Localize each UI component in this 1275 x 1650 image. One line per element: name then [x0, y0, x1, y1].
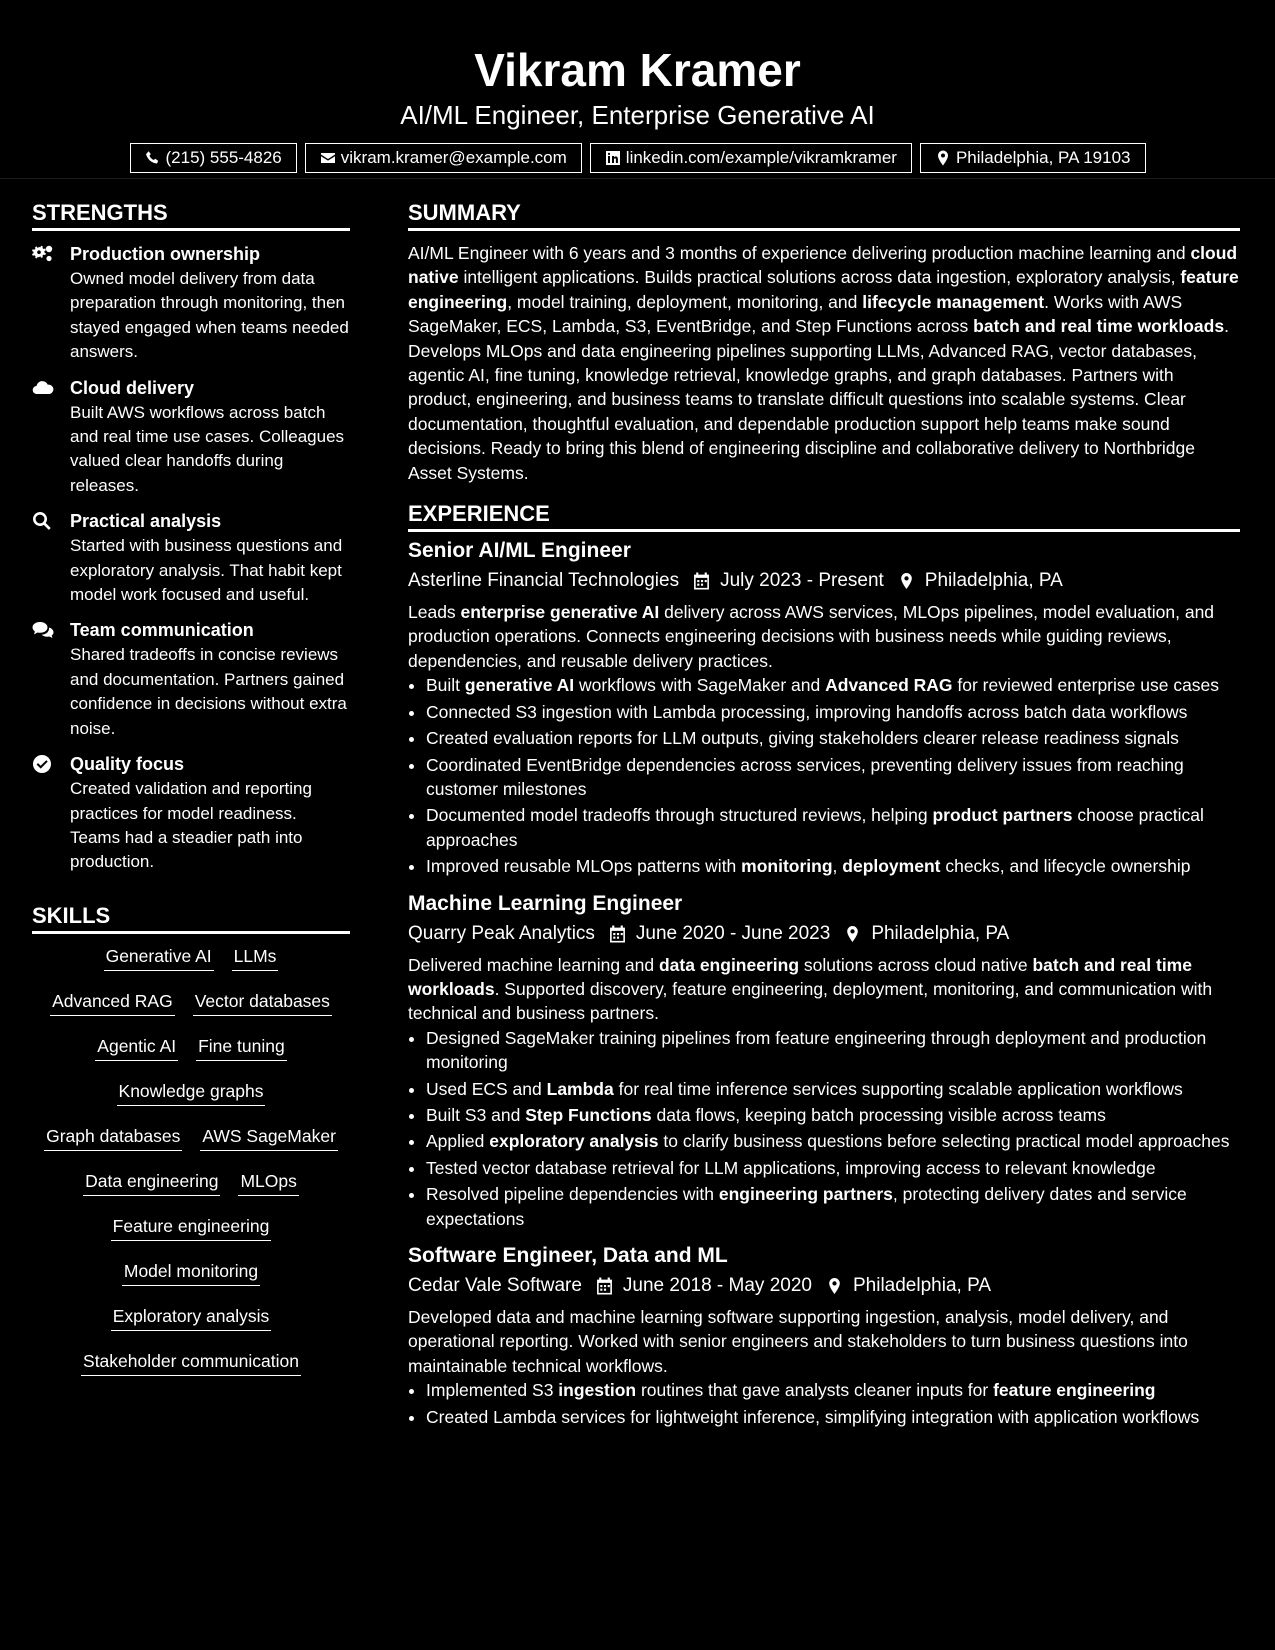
job-title: Software Engineer, Data and ML — [408, 1244, 728, 1267]
list-item — [426, 753, 1240, 802]
list-item — [426, 1103, 1240, 1127]
bold-phrase: Lambda — [546, 1078, 614, 1099]
bold-phrase: data engineering — [658, 954, 800, 975]
resume-header — [0, 0, 1275, 179]
text-run: Built — [426, 675, 465, 696]
job-meta — [408, 1271, 1240, 1301]
skill-row — [32, 1028, 350, 1073]
bold-phrase: feature engineering — [408, 267, 1239, 312]
strength-desc: Created validation and reporting practices for model readiness. Teams had a steadier path into production. — [70, 779, 312, 872]
strength-title: Practical analysis — [70, 511, 222, 532]
contact-phone-text: (215) 555-4826 — [165, 148, 282, 167]
text-run: to clarify business questions before selecting practical model approaches — [658, 1131, 1230, 1152]
strength-item — [32, 617, 350, 741]
text-run: . Supported discovery, feature engineering, deployment, monitoring, and communication with technical and business partners. — [408, 978, 1213, 1024]
contact-location — [920, 143, 1146, 173]
skill-tag: Advanced RAG — [50, 989, 175, 1016]
list-item — [426, 1156, 1240, 1180]
bold-phrase: batch and real time workloads — [973, 316, 1225, 337]
list-item — [426, 700, 1240, 724]
phone-icon — [145, 150, 161, 166]
text-run: for reviewed enterprise use cases — [952, 675, 1220, 696]
text-run: Connected S3 ingestion with Lambda processing, improving handoffs across batch data workflows — [426, 701, 1188, 722]
job-bullets — [408, 1026, 1240, 1231]
map-pin-icon — [898, 572, 915, 590]
job-location: Philadelphia, PA — [852, 1275, 992, 1296]
job-entry — [408, 536, 1240, 878]
text-run: Delivered machine learning and — [408, 954, 659, 975]
list-item — [426, 673, 1240, 697]
contact-linkedin[interactable] — [590, 143, 912, 173]
list-item — [426, 854, 1240, 878]
skill-tag: MLOps — [238, 1169, 298, 1196]
list-item — [426, 1077, 1240, 1101]
job-dates: July 2023 - Present — [720, 570, 884, 592]
job-location: Philadelphia, PA — [871, 922, 1010, 944]
strength-desc: Started with business questions and exploratory analysis. That habit kept model work focused and useful. — [70, 536, 343, 605]
contact-linkedin-text: linkedin.com/example/vikramkramer — [625, 148, 897, 167]
text-run: Coordinated EventBridge dependencies across services, preventing delivery issues from reaching customer milestones — [426, 754, 1184, 799]
skill-row — [32, 983, 350, 1028]
comments-icon — [32, 620, 54, 640]
text-run: . Develops MLOps and data engineering pipelines supporting LLMs, Advanced RAG, vector databases, agentic AI, fine tuning, knowledge retrieval, knowledge graphs, and graph databases. Partners with product, engineering, and business teams to translate difficult questions into scalable systems. Clear documentation, thoughtful evaluation, and dependable production support help teams make sound decisions. Ready to bring this blend of engineering discipline and collaborative delivery to Northbridge Asset Systems. — [408, 316, 1229, 483]
job-title: Senior AI/ML Engineer — [408, 539, 631, 563]
job-dates: June 2020 - June 2023 — [635, 922, 831, 944]
strength-item — [32, 375, 350, 499]
text-run: Built S3 and — [426, 1104, 526, 1125]
calendar-icon — [609, 925, 626, 943]
strength-desc: Owned model delivery from data preparation through monitoring, then stayed engaged when teams needed answers. — [70, 269, 349, 362]
text-run: Improved reusable MLOps patterns with — [426, 856, 742, 877]
bold-phrase: batch and real time workloads — [408, 954, 1192, 999]
text-run: data flows, keeping batch processing visible across teams — [651, 1104, 1106, 1125]
skill-row — [32, 1163, 350, 1208]
skill-tag: Data engineering — [83, 1169, 220, 1196]
summary-heading: SUMMARY — [408, 198, 1240, 231]
text-run: , — [832, 856, 843, 877]
text-run: delivery across AWS services, MLOps pipelines, model evaluation, and production operations. Connects engineering decisions with business needs while guiding reviews, dependencies, and reusable delivery practices. — [408, 602, 1215, 671]
job-meta — [408, 566, 1240, 596]
strengths-heading: STRENGTHS — [32, 198, 350, 231]
bold-phrase: ingestion — [558, 1380, 637, 1401]
contact-bar — [0, 143, 1275, 173]
linkedin-icon — [605, 150, 621, 166]
calendar-icon — [596, 1277, 613, 1295]
job-entry — [408, 1241, 1240, 1429]
job-company: Asterline Financial Technologies — [408, 570, 680, 592]
text-run: Designed SageMaker training pipelines from feature engineering through deployment and production monitoring — [426, 1027, 1207, 1073]
skill-row — [32, 1118, 350, 1163]
contact-phone[interactable] — [130, 143, 297, 173]
job-dates: June 2018 - May 2020 — [622, 1275, 812, 1296]
skill-row — [32, 1253, 350, 1298]
text-run: Tested vector database retrieval for LLM applications, improving access to relevant knowledge — [426, 1157, 1156, 1178]
left-column — [32, 198, 350, 1388]
text-run: Created evaluation reports for LLM outputs, giving stakeholders clearer release readiness signals — [426, 728, 1179, 749]
job-list — [408, 536, 1240, 1429]
text-run: , protecting delivery dates and service expectations — [426, 1184, 1187, 1229]
text-run: Applied — [426, 1131, 490, 1152]
bold-phrase: Step Functions — [525, 1104, 652, 1125]
strength-title: Quality focus — [70, 754, 185, 775]
bold-phrase: monitoring — [741, 856, 833, 877]
strength-desc: Shared tradeoffs in concise reviews and documentation. Partners gained confidence in decisions without extra noise. — [70, 645, 347, 738]
strength-item — [32, 751, 350, 875]
text-run: routines that gave analysts cleaner inputs for — [636, 1380, 994, 1401]
gears-icon — [32, 244, 54, 264]
bold-phrase: lifecycle management — [862, 291, 1045, 312]
text-run: choose practical approaches — [426, 805, 1204, 850]
bold-phrase: enterprise generative AI — [460, 602, 660, 623]
text-run: Documented model tradeoffs through structured reviews, helping — [426, 805, 933, 826]
bold-phrase: generative AI — [464, 675, 575, 696]
skill-row — [32, 1208, 350, 1253]
strength-title: Team communication — [70, 620, 254, 641]
skill-tag: LLMs — [232, 944, 279, 971]
text-run: Used ECS and — [426, 1078, 547, 1099]
job-intro — [408, 600, 1240, 673]
text-run: for real time inference services supporting scalable application workflows — [613, 1078, 1183, 1099]
candidate-name: Vikram Kramer — [474, 44, 801, 96]
contact-email-text: vikram.kramer@example.com — [340, 148, 567, 167]
strength-title: Cloud delivery — [70, 377, 195, 398]
strength-title: Production ownership — [70, 244, 261, 264]
skill-row — [32, 1343, 350, 1388]
job-company: Cedar Vale Software — [408, 1275, 582, 1296]
bold-phrase: cloud native — [408, 243, 1238, 288]
experience-section — [408, 499, 1240, 1429]
list-item — [426, 1378, 1240, 1402]
text-run: Leads — [408, 602, 461, 623]
text-run: Developed data and machine learning software supporting ingestion, analysis, model delivery, and operational reporting. Worked with senior engineers and stakeholders to turn business questions into maintainable technical workflows. — [408, 1307, 1188, 1376]
skills-section — [32, 901, 350, 1388]
skill-row — [32, 938, 350, 983]
skill-tag: Fine tuning — [196, 1034, 287, 1061]
job-intro — [408, 1305, 1240, 1378]
check-circle-icon — [32, 754, 54, 774]
job-meta — [408, 919, 1240, 949]
summary-text — [408, 241, 1240, 485]
text-run: solutions across cloud native — [799, 954, 1033, 975]
job-location: Philadelphia, PA — [924, 570, 1063, 592]
list-item — [426, 1182, 1240, 1231]
bold-phrase: product partners — [932, 805, 1073, 826]
skill-tag: AWS SageMaker — [200, 1124, 338, 1151]
skill-tag: Model monitoring — [122, 1259, 260, 1286]
strength-item — [32, 241, 350, 365]
map-pin-icon — [935, 150, 951, 166]
job-bullets — [408, 1378, 1240, 1429]
bold-phrase: engineering partners — [718, 1184, 893, 1205]
list-item — [426, 803, 1240, 852]
list-item — [426, 1026, 1240, 1075]
skill-row — [32, 1298, 350, 1343]
cloud-icon — [32, 378, 54, 398]
skill-tag: Knowledge graphs — [117, 1079, 266, 1106]
skill-tag: Exploratory analysis — [111, 1304, 272, 1331]
bold-phrase: deployment — [842, 856, 941, 877]
skill-tag: Generative AI — [104, 944, 214, 971]
bold-phrase: exploratory analysis — [489, 1131, 659, 1152]
text-run: intelligent applications. Builds practical solutions across data ingestion, exploratory analysis, — [458, 267, 1181, 288]
experience-heading: EXPERIENCE — [408, 499, 1240, 532]
search-icon — [32, 511, 54, 531]
text-run: . Works with AWS SageMaker, ECS, Lambda, S3, EventBridge, and Step Functions across — [408, 291, 1183, 337]
candidate-title: AI/ML Engineer, Enterprise Generative AI — [400, 100, 875, 130]
skill-tag: Stakeholder communication — [81, 1349, 301, 1376]
job-company: Quarry Peak Analytics — [408, 922, 595, 944]
list-item — [426, 1129, 1240, 1153]
job-title: Machine Learning Engineer — [408, 891, 683, 915]
job-entry — [408, 889, 1240, 1231]
text-run: AI/ML Engineer with 6 years and 3 months of experience delivering production machine learning and — [408, 243, 1191, 263]
text-run: workflows with SageMaker and — [574, 675, 826, 696]
skill-tag: Agentic AI — [95, 1034, 178, 1061]
bold-phrase: feature engineering — [993, 1380, 1156, 1401]
skill-tag: Feature engineering — [111, 1214, 272, 1241]
envelope-icon — [320, 150, 336, 166]
calendar-icon — [693, 572, 710, 590]
strength-item — [32, 508, 350, 607]
skill-tag: Graph databases — [44, 1124, 182, 1151]
contact-location-text: Philadelphia, PA 19103 — [955, 148, 1131, 167]
text-run: Implemented S3 — [426, 1380, 559, 1401]
skill-tag: Vector databases — [193, 989, 332, 1016]
text-run: , model training, deployment, monitoring, and — [507, 291, 863, 312]
job-bullets — [408, 673, 1240, 878]
text-run: Created Lambda services for lightweight inference, simplifying integration with application workflows — [426, 1406, 1200, 1427]
map-pin-icon — [826, 1277, 843, 1295]
text-run: Resolved pipeline dependencies with — [426, 1184, 719, 1205]
summary-section — [408, 198, 1240, 485]
skill-row — [32, 1073, 350, 1118]
list-item — [426, 1405, 1240, 1429]
job-intro — [408, 953, 1240, 1026]
strength-desc: Built AWS workflows across batch and real time use cases. Colleagues valued clear handoffs during releases. — [70, 402, 345, 495]
right-column — [408, 198, 1240, 1439]
skills-heading: SKILLS — [32, 901, 350, 934]
contact-email[interactable] — [305, 143, 582, 173]
list-item — [426, 726, 1240, 750]
map-pin-icon — [844, 925, 861, 943]
text-run: checks, and lifecycle ownership — [940, 856, 1191, 877]
bold-phrase: Advanced RAG — [825, 675, 953, 696]
